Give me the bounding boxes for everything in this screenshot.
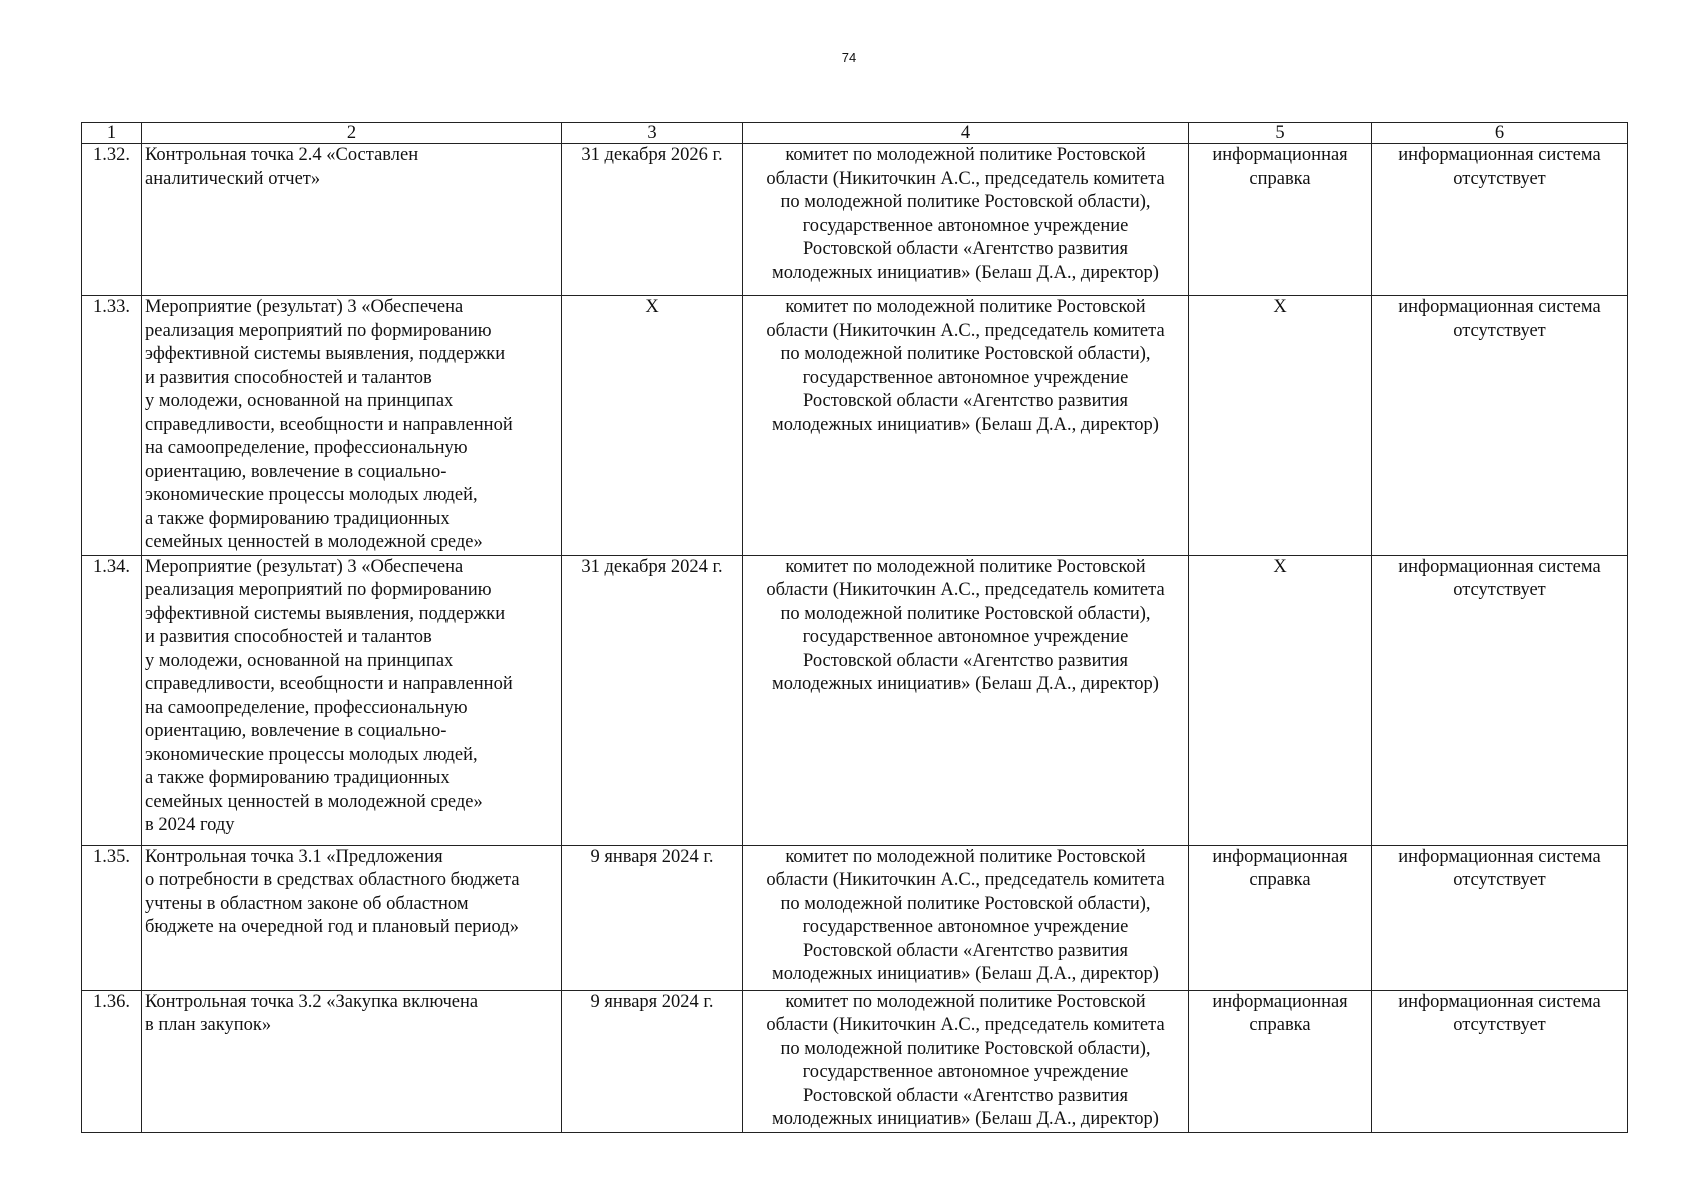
column-number-3: 3 (562, 123, 743, 144)
information-system: информационная система отсутствует (1372, 845, 1628, 990)
table-row (82, 845, 1628, 990)
document-type: информационная справка (1189, 845, 1372, 990)
column-number-6: 6 (1372, 123, 1628, 144)
event-name: Контрольная точка 2.4 «Составлен аналитический отчет» (142, 144, 562, 296)
event-name: Контрольная точка 3.1 «Предложения о потребности в средствах областного бюджета учтены в областном законе об областном бюджете на очередной год и плановый период» (142, 845, 562, 990)
row-number: 1.34. (82, 555, 142, 845)
table-row (82, 144, 1628, 296)
due-date: 31 декабря 2026 г. (562, 144, 743, 296)
table-row (82, 296, 1628, 556)
document-type: информационная справка (1189, 990, 1372, 1132)
column-number-5: 5 (1189, 123, 1372, 144)
table-row (82, 555, 1628, 845)
information-system: информационная система отсутствует (1372, 144, 1628, 296)
column-number-2: 2 (142, 123, 562, 144)
responsible-executor: комитет по молодежной политике Ростовской области (Никиточкин А.С., председатель комитета по молодежной политике Ростовской области), государственное автономное учреждение Ростовской области «Агентство развития молодежных инициатив» (Белаш Д.А., директор) (743, 144, 1189, 296)
responsible-executor: комитет по молодежной политике Ростовской области (Никиточкин А.С., председатель комитета по молодежной политике Ростовской области), государственное автономное учреждение Ростовской области «Агентство развития молодежных инициатив» (Белаш Д.А., директор) (743, 555, 1189, 845)
information-system: информационная система отсутствует (1372, 555, 1628, 845)
responsible-executor: комитет по молодежной политике Ростовской области (Никиточкин А.С., председатель комитета по молодежной политике Ростовской области), государственное автономное учреждение Ростовской области «Агентство развития молодежных инициатив» (Белаш Д.А., директор) (743, 990, 1189, 1132)
responsible-executor: комитет по молодежной политике Ростовской области (Никиточкин А.С., председатель комитета по молодежной политике Ростовской области), государственное автономное учреждение Ростовской области «Агентство развития молодежных инициатив» (Белаш Д.А., директор) (743, 296, 1189, 556)
document-type: X (1189, 296, 1372, 556)
page-number: 74 (841, 50, 857, 65)
due-date: X (562, 296, 743, 556)
event-name: Контрольная точка 3.2 «Закупка включена в план закупок» (142, 990, 562, 1132)
column-number-row (82, 123, 1628, 144)
document-type: информационная справка (1189, 144, 1372, 296)
document-type: X (1189, 555, 1372, 845)
event-name: Мероприятие (результат) 3 «Обеспечена реализация мероприятий по формированию эффективной системы выявления, поддержки и развития способностей и талантов у молодежи, основанной на принципах справедливости, всеобщности и направленной на самоопределение, профессиональную ориентацию, вовлечение в социально- экономические процессы молодых людей, а также формированию традиционных семейных ценностей в молодежной среде» в 2024 году (142, 555, 562, 845)
information-system: информационная система отсутствует (1372, 990, 1628, 1132)
column-number-4: 4 (743, 123, 1189, 144)
information-system: информационная система отсутствует (1372, 296, 1628, 556)
due-date: 31 декабря 2024 г. (562, 555, 743, 845)
event-name: Мероприятие (результат) 3 «Обеспечена реализация мероприятий по формированию эффективной системы выявления, поддержки и развития способностей и талантов у молодежи, основанной на принципах справедливости, всеобщности и направленной на самоопределение, профессиональную ориентацию, вовлечение в социально- экономические процессы молодых людей, а также формированию традиционных семейных ценностей в молодежной среде» (142, 296, 562, 556)
due-date: 9 января 2024 г. (562, 845, 743, 990)
column-number-1: 1 (82, 123, 142, 144)
plan-table (81, 122, 1628, 1133)
due-date: 9 января 2024 г. (562, 990, 743, 1132)
row-number: 1.33. (82, 296, 142, 556)
row-number: 1.32. (82, 144, 142, 296)
row-number: 1.35. (82, 845, 142, 990)
row-number: 1.36. (82, 990, 142, 1132)
table-row (82, 990, 1628, 1132)
responsible-executor: комитет по молодежной политике Ростовской области (Никиточкин А.С., председатель комитета по молодежной политике Ростовской области), государственное автономное учреждение Ростовской области «Агентство развития молодежных инициатив» (Белаш Д.А., директор) (743, 845, 1189, 990)
